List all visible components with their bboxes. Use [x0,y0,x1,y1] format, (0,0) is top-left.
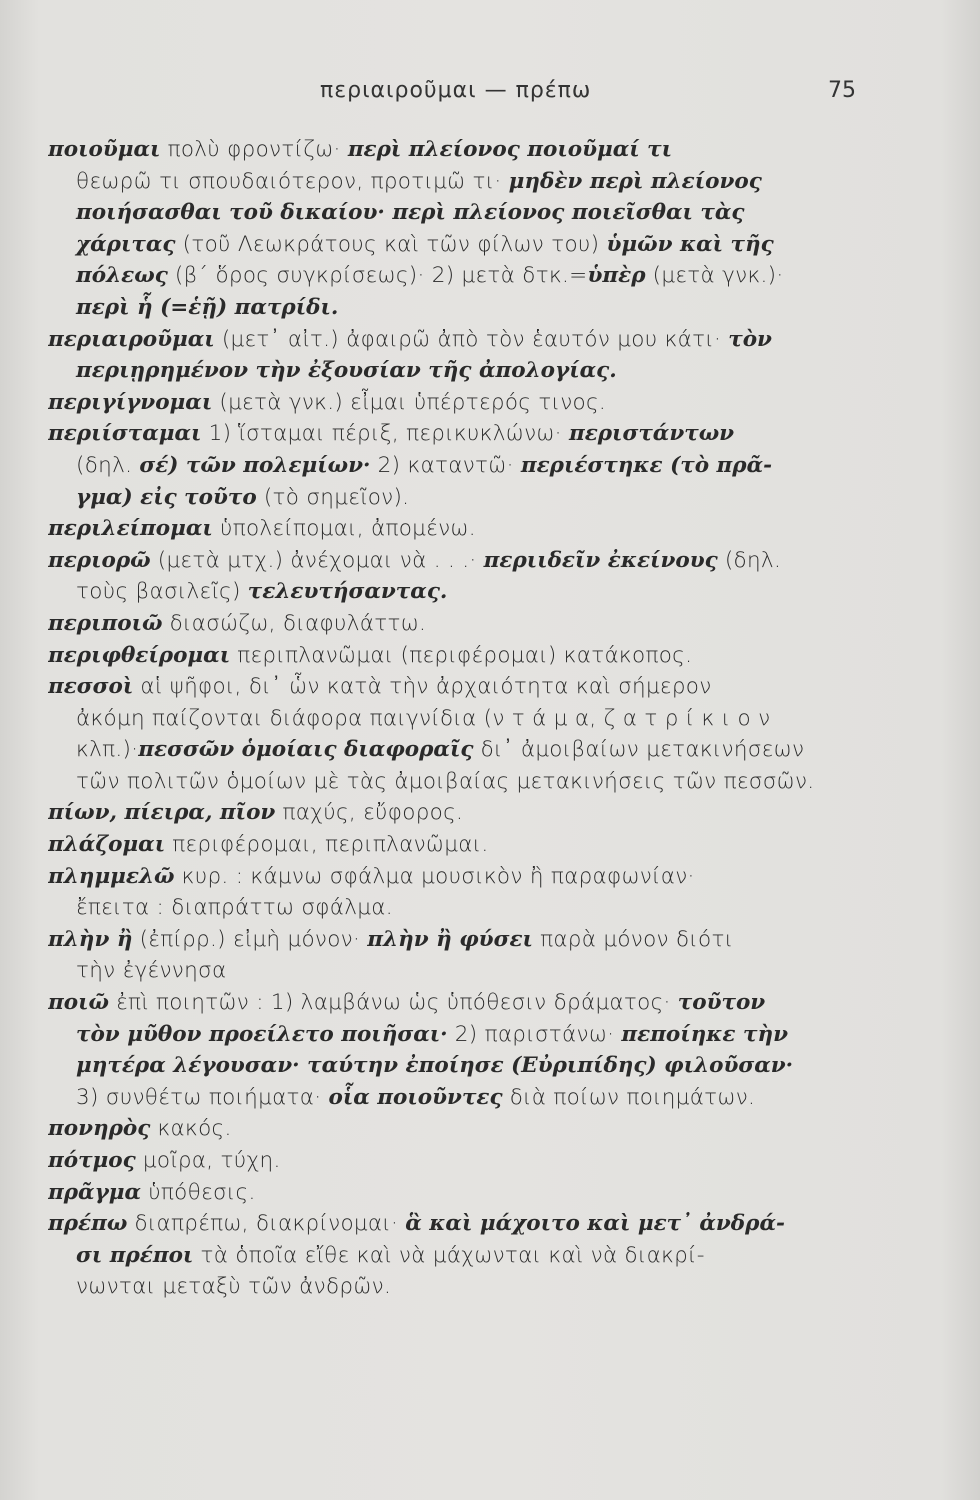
text-line [48,1240,856,1272]
entries-text [48,134,856,1303]
gloss-text: διαπρέπω, διακρίνομαι· [127,1211,406,1237]
text-line [48,671,856,703]
lemma: πλὴν ἢ [48,926,133,952]
quoted-phrase: ποιήσασθαι τοῦ δικαίου· περὶ πλείονος ποιεῖσθαι τὰς [76,200,745,226]
gloss-text: κλπ.)· [76,737,139,763]
gloss-text: κακός. [150,1116,232,1142]
quoted-phrase: οἷα ποιοῦντες [328,1084,503,1110]
text-line [48,1113,856,1145]
text-line [48,450,856,482]
quoted-phrase: σέ) τῶν πολεμίων· [139,452,371,478]
quoted-phrase: περιιδεῖν ἐκείνους [483,547,718,573]
gloss-text: περιπλανῶμαι (περιφέρομαι) κατάκοπος. [230,642,693,668]
quoted-phrase: χάριτας [76,231,176,257]
gloss-text: (μετὰ γνκ.)· [645,263,784,289]
lemma: ποιοῦμαι [48,137,161,162]
quoted-phrase: μητέρα λέγουσαν· ταύτην ἐποίησε (Εὐριπίδης) φιλοῦσαν· [76,1053,794,1079]
gloss-text: (μετ᾽ αἰτ.) ἀφαιρῶ ἀπὸ τὸν ἑαυτόν μου κάτι· [214,326,729,352]
gloss-text: ὑπόθεσις. [141,1179,256,1205]
gloss-text: 3) συνθέτω ποιήματα· [76,1084,329,1110]
lemma: πλημμελῶ [48,863,175,889]
text-line [48,1177,856,1209]
text-line [48,576,856,608]
text-line [48,861,856,893]
text-line [48,197,856,229]
gloss-text: διασώζω, διαφυλάττω. [162,610,427,636]
gloss-text: ὑπολείπομαι, ἀπομένω. [212,516,476,542]
gloss-text: (δηλ. [717,547,782,573]
lemma: περιαιροῦμαι [48,326,215,352]
gloss-text: τῶν πολιτῶν ὁμοίων μὲ τὰς ἀμοιβαίας μετακινήσεις τῶν πεσσῶν. [76,768,815,794]
gloss-text: νωνται μεταξὺ τῶν ἀνδρῶν. [76,1274,392,1300]
quoted-phrase: πόλεως [76,263,168,289]
gloss-text: μοῖρα, τύχη. [135,1148,281,1173]
lemma: πλάζομαι [48,832,166,858]
gloss-text: παχύς, εὔφορος. [275,800,464,826]
gloss-text: τὴν ἐγέννησα [76,958,227,984]
gloss-text: αἱ ψῆφοι, δι᾽ ὧν κατὰ τὴν ἀρχαιότητα καὶ σήμερον [133,674,712,700]
text-line [48,734,856,766]
text-line [48,1082,856,1114]
quoted-phrase: πεσσῶν ὁμοίαις διαφοραῖς [138,737,474,763]
text-line [48,324,856,356]
lemma: πρᾶγμα [48,1179,142,1205]
gloss-text: θεωρῶ τι σπουδαιότερον, προτιμῶ τι· [76,168,509,194]
text-line [48,797,856,829]
gloss-text: ἐπὶ ποιητῶν : 1) λαμβάνω ὡς ὑπόθεσιν δράματος· [108,990,678,1016]
gloss-text: παρὰ μόνον διότι [532,926,734,952]
text-line [48,418,856,450]
running-head: περιαιροῦμαι — πρέπω [320,78,592,103]
lemma: περιορῶ [48,547,151,573]
quoted-phrase: πεποίηκε τὴν [621,1021,788,1047]
quoted-phrase: περὶ πλείονος ποιοῦμαί τι [347,137,673,162]
text-line [48,387,856,419]
gloss-text: 2) παριστάνω· [447,1021,622,1047]
text-line [48,1019,856,1051]
text-line [48,355,856,387]
lemma: περιγίγνομαι [48,389,213,415]
quoted-phrase: τελευτήσαντας. [247,579,448,605]
quoted-phrase: ὑμῶν καὶ τῆς [606,231,774,257]
gloss-text: κυρ. : κάμνω σφάλμα μουσικὸν ἢ παραφωνίαν· [174,863,695,889]
text-line [48,166,856,198]
text-line [48,703,856,735]
text-line [48,513,856,545]
lemma: πεσσοὶ [48,674,134,700]
gloss-text: (μετὰ γνκ.) εἶμαι ὑπέρτερός τινος. [212,389,607,415]
gloss-text: (ἐπίρρ.) εἰμὴ μόνον· [132,926,368,952]
lemma: πονηρὸς [48,1116,151,1142]
gloss-text: πολὺ φροντίζω· [160,137,348,162]
gloss-text: (τὸ σημεῖον). [256,484,410,510]
text-line [48,640,856,672]
text-line [48,1145,856,1177]
lemma: πίων, πίειρα, πῖον [48,800,276,826]
page-number: 75 [828,78,856,103]
text-line [48,987,856,1019]
lemma: περιποιῶ [48,610,163,636]
page-header [0,78,980,108]
quoted-phrase: περιστάντων [568,421,735,447]
gloss-text: (δηλ. [76,452,140,478]
text-line [48,292,856,324]
gloss-text: δι᾽ ἀμοιβαίων μετακινήσεων [473,737,805,763]
lemma: περιφθείρομαι [48,642,231,668]
quoted-phrase: περὶ ἧ (=ἑῇ) πατρίδι. [76,294,339,320]
text-line [48,1050,856,1082]
quoted-phrase: ἃ καὶ μάχοιτο καὶ μετ᾽ ἀνδρά- [405,1211,785,1237]
gloss-text: τὰ ὁποῖα εἴθε καὶ νὰ μάχωνται καὶ νὰ διακρί- [193,1242,705,1268]
text-line [48,892,856,924]
gloss-text: ἀκόμη παίζονται διάφορα παιγνίδια (ν τ ά μ α, ζ α τ ρ ί κ ι ο ν [76,705,771,731]
gloss-text: (β΄ ὅρος συγκρίσεως)· 2) μετὰ δτκ.= [167,263,588,289]
lemma: πότμος [48,1148,136,1173]
gloss-text: (τοῦ Λεωκράτους καὶ τῶν φίλων του) [175,231,607,257]
text-line [48,955,856,987]
text-line [48,766,856,798]
text-line [48,608,856,640]
quoted-phrase: μηδὲν περὶ πλείονος [508,168,762,194]
gloss-text: 2) καταντῶ· [370,452,521,478]
gloss-text: τοὺς βασιλεῖς) [76,579,248,605]
text-line [48,829,856,861]
quoted-phrase: περιέστηκε (τὸ πρᾶ- [520,452,773,478]
quoted-phrase: τὸν μῦθον προείλετο ποιῆσαι· [76,1021,448,1047]
quoted-phrase: περιῃρημένον τὴν ἐξουσίαν τῆς ἀπολογίας. [76,358,617,384]
text-line [48,545,856,577]
gloss-text: 1) ἵσταμαι πέριξ, περικυκλώνω· [201,421,569,447]
quoted-phrase: γμα) εἰς τοῦτο [76,484,257,510]
text-line [48,482,856,514]
text-line [48,1271,856,1303]
quoted-phrase: τοῦτον [677,990,766,1016]
gloss-text: ἔπειτα : διαπράττω σφάλμα. [76,895,393,921]
gloss-text: περιφέρομαι, περιπλανῶμαι. [165,832,489,858]
lemma: πρέπω [48,1211,128,1237]
text-line [48,229,856,261]
lemma: περιλείπομαι [48,516,213,542]
gloss-text: διὰ ποίων ποιημάτων. [502,1084,756,1110]
lemma: ποιῶ [48,990,109,1016]
quoted-phrase: τὸν [728,326,772,352]
quoted-phrase: πλὴν ἢ φύσει [367,926,533,952]
text-line [48,1208,856,1240]
quoted-phrase: σι πρέποι [76,1242,194,1268]
lemma: περιίσταμαι [48,421,202,447]
text-line [48,924,856,956]
quoted-phrase: ὑπὲρ [587,263,646,289]
text-line [48,134,856,166]
gloss-text: (μετὰ μτχ.) ἀνέχομαι νὰ . . .· [150,547,484,573]
text-line [48,260,856,292]
